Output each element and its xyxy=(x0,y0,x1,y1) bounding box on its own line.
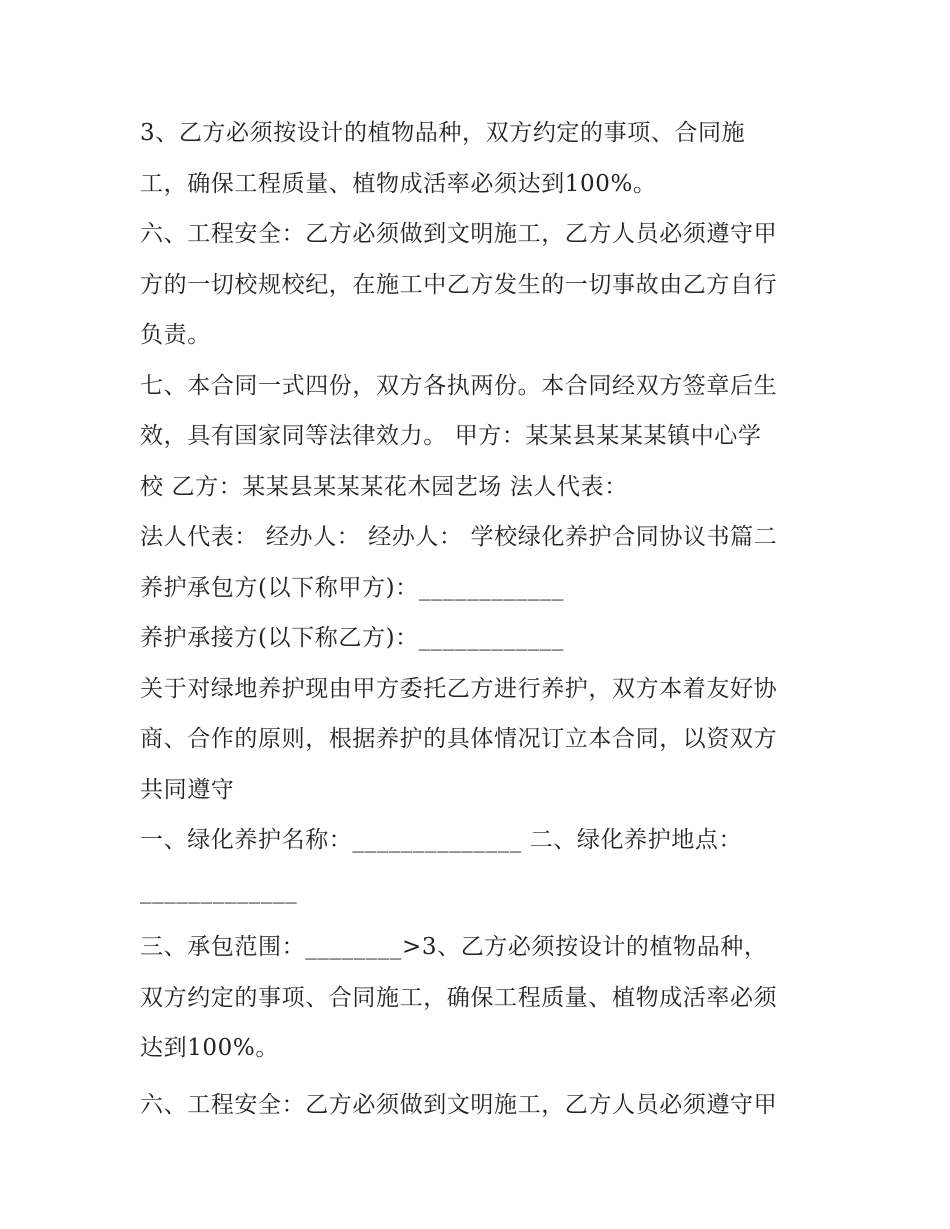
text-line: 达到100%。 xyxy=(140,1035,279,1061)
text-line: 3、乙方必须按设计的植物品种，双方约定的事项、合同施 xyxy=(140,120,746,146)
text-line: 六、工程安全：乙方必须做到文明施工，乙方人员必须遵守甲 xyxy=(140,221,778,247)
text-line: 关于对绿地养护现由甲方委托乙方进行养护，双方本着友好协 xyxy=(140,675,778,702)
text-line: 六、工程安全：乙方必须做到文明施工，乙方人员必须遵守甲 xyxy=(140,1091,778,1118)
text-line: 负责。 xyxy=(140,322,211,348)
text-line: 养护承接方(以下称乙方)：____________ xyxy=(140,625,564,651)
text-line: 方的一切校规校纪，在施工中乙方发生的一切事故由乙方自行 xyxy=(140,271,778,298)
text-line: 效，具有国家同等法律效力。 甲方：某某县某某某镇中心学 xyxy=(140,423,762,449)
text-line: 七、本合同一式四份，双方各执两份。本合同经双方签章后生 xyxy=(140,372,778,399)
text-line: 法人代表： 经办人： 经办人： 学校绿化养护合同协议书篇二 xyxy=(140,524,778,550)
text-line: 校 乙方：某某县某某某花木园艺场 法人代表： xyxy=(140,473,628,500)
text-line: 共同遵守 xyxy=(140,776,235,803)
text-line: 养护承包方(以下称甲方)：____________ xyxy=(140,574,564,601)
text-line: 商、合作的原则，根据养护的具体情况订立本合同，以资双方 xyxy=(140,726,778,752)
document-body xyxy=(140,108,820,1130)
text-line: 工，确保工程质量、植物成活率必须达到100%。 xyxy=(140,170,657,197)
text-line: 双方约定的事项、合同施工，确保工程质量、植物成活率必须 xyxy=(140,984,778,1011)
text-line: _____________ xyxy=(140,877,298,904)
text-line: 一、绿化养护名称：______________ 二、绿化养护地点： xyxy=(140,827,743,853)
text-line: 三、承包范围：________>3、乙方必须按设计的植物品种， xyxy=(140,934,768,960)
